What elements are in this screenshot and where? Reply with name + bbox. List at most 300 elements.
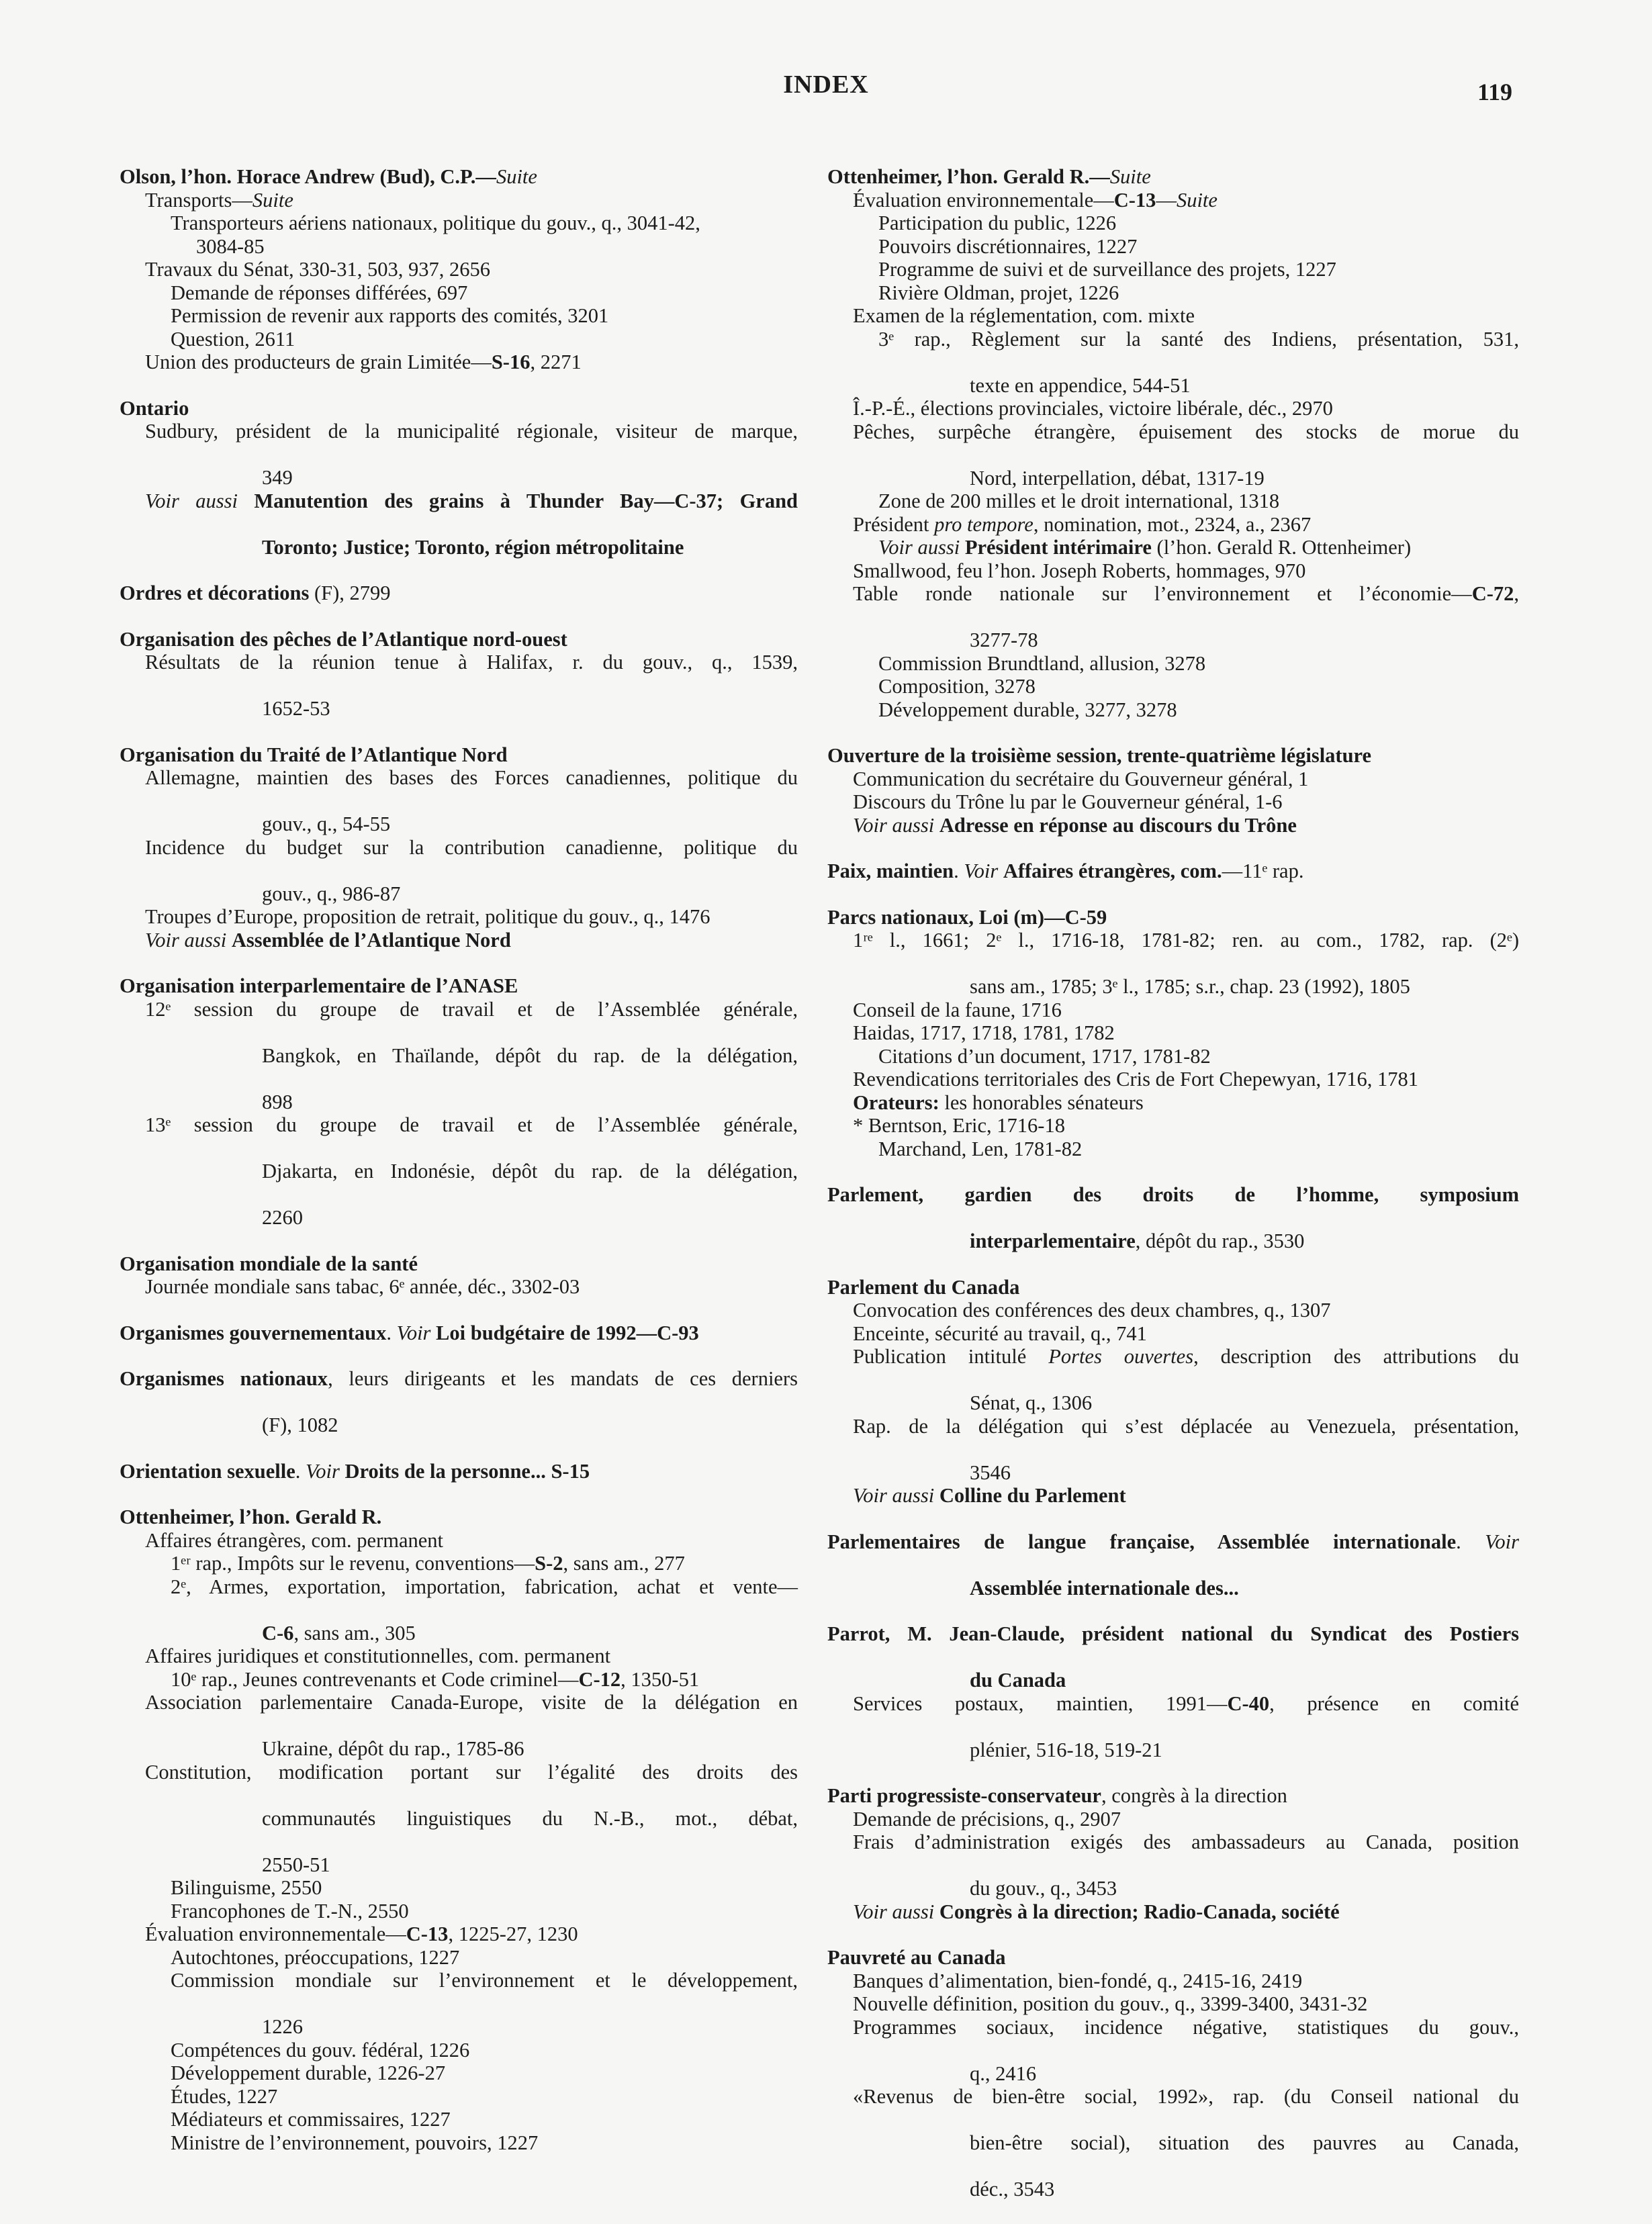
text-segment: du gouv., q., 3453: [970, 1877, 1117, 1900]
text-segment: Composition, 3278: [878, 675, 1036, 698]
entry-subline: [853, 1345, 1519, 1391]
text-segment: ,: [1514, 582, 1519, 605]
text-segment: Union des producteurs de grain Limitée—: [145, 351, 492, 373]
text-segment: , 2271: [530, 351, 582, 373]
text-segment: , présence en comité: [1269, 1692, 1519, 1715]
text-segment: Zone de 200 milles et le droit international, 1318: [878, 490, 1280, 512]
text-segment: Assemblée de l’Atlantique Nord: [231, 928, 511, 952]
text-segment: Colline du Parlement: [939, 1484, 1126, 1507]
entry-subline: [853, 1970, 1519, 1993]
entry-subline: [878, 536, 1519, 559]
text-segment: Parlement, gardien des droits de l’homme, symposium: [827, 1183, 1519, 1206]
text-segment: 1ʳᵉ l., 1661; 2ᵉ l., 1716-18, 1781-82; ren. au com., 1782, rap. (2ᵉ): [853, 929, 1519, 952]
text-segment: Voir: [1485, 1530, 1519, 1553]
entry-heading-line: [827, 1183, 1519, 1230]
entry-subline: [853, 790, 1519, 814]
text-segment: Nouvelle définition, position du gouv., q., 3399-3400, 3431-32: [853, 1992, 1368, 2015]
text-segment: Journée mondiale sans tabac, 6ᵉ année, déc., 3302-03: [145, 1275, 580, 1298]
text-segment: 2ᵉ, Armes, exportation, importation, fabrication, achat et vente—: [171, 1575, 798, 1598]
text-segment: les honorables sénateurs: [939, 1091, 1144, 1114]
text-segment: C-13: [1113, 188, 1156, 212]
entry-subline: [970, 1739, 1519, 1762]
index-entry: [120, 1252, 798, 1299]
text-segment: S-2: [535, 1552, 563, 1575]
text-segment: Conseil de la faune, 1716: [853, 998, 1062, 1021]
entry-subline: [970, 1461, 1519, 1485]
entry-subline: [878, 652, 1519, 676]
text-segment: Portes ouvertes: [1048, 1345, 1194, 1368]
text-segment: interparlementaire: [970, 1230, 1136, 1252]
text-segment: Pouvoirs discrétionnaires, 1227: [878, 234, 1138, 258]
text-segment: Table ronde nationale sur l’environnement et l’économie—: [853, 582, 1472, 605]
text-segment: Développement durable, 1226-27: [171, 2061, 446, 2084]
entry-subline: [171, 1668, 798, 1692]
entry-subline: [171, 328, 798, 351]
index-entry: [120, 1505, 798, 2154]
entry-subline: [853, 1299, 1519, 1322]
entry-subline: [145, 1761, 798, 1807]
text-segment: 2260: [262, 1206, 303, 1229]
text-segment: Transports—: [145, 188, 253, 212]
text-segment: Olson, l’hon. Horace Andrew (Bud), C.P.—: [120, 165, 496, 188]
entry-subline: [145, 651, 798, 697]
entry-subline: [145, 1691, 798, 1737]
text-segment: Question, 2611: [171, 327, 295, 351]
text-segment: Parcs nationaux, Loi (m)—C-59: [827, 905, 1107, 929]
entry-subline: [853, 999, 1519, 1022]
entry-subline: [145, 1922, 798, 1946]
index-entry: [120, 628, 798, 721]
text-segment: Droits de la personne... S-15: [345, 1459, 590, 1483]
entry-subline: [262, 1160, 798, 1206]
entry-subline: [853, 929, 1519, 975]
text-segment: .: [954, 860, 964, 882]
entry-subline: [145, 351, 798, 374]
entry-heading-line: [827, 165, 1519, 189]
entry-subline: [171, 1900, 798, 1923]
text-segment: Développement durable, 3277, 3278: [878, 698, 1177, 721]
entry-subline: [853, 513, 1519, 537]
entry-subline: [145, 998, 798, 1044]
text-segment: 898: [262, 1090, 293, 1113]
text-segment: Pauvreté au Canada: [827, 1946, 1006, 1969]
index-entry: [120, 743, 798, 952]
text-segment: C-72: [1471, 582, 1514, 605]
entry-subline: [145, 766, 798, 813]
text-segment: , description des attributions du: [1193, 1345, 1519, 1368]
entry-subline: [171, 212, 798, 235]
entry-heading-line: [827, 1276, 1519, 1299]
text-segment: Travaux du Sénat, 330-31, 503, 937, 2656: [145, 258, 490, 281]
text-segment: Études, 1227: [171, 2084, 278, 2108]
text-segment: 10ᵉ rap., Jeunes contrevenants et Code criminel—: [171, 1667, 579, 1691]
entry-subline: [145, 1275, 798, 1299]
text-segment: Résultats de la réunion tenue à Halifax, r. du gouv., q., 1539,: [145, 651, 798, 674]
text-segment: 2550-51: [262, 1853, 330, 1876]
text-segment: communautés linguistiques du N.-B., mot., débat,: [262, 1806, 798, 1830]
text-segment: Voir: [306, 1459, 345, 1483]
text-segment: Convocation des conférences des deux chambres, q., 1307: [853, 1299, 1331, 1322]
entry-subline: [853, 1992, 1519, 2016]
text-segment: —11ᵉ rap.: [1222, 860, 1304, 882]
entry-subline: [853, 1900, 1519, 1924]
right-column: [827, 165, 1519, 2224]
entry-heading-line: [120, 397, 798, 420]
entry-subline: [262, 1807, 798, 1853]
entry-heading-line: [827, 860, 1519, 883]
text-segment: Commission mondiale sur l’environnement et le développement,: [171, 1969, 798, 1992]
text-segment: Citations d’un document, 1717, 1781-82: [878, 1044, 1211, 1068]
text-segment: Suite: [1109, 165, 1151, 188]
entry-subline: [878, 675, 1519, 698]
text-segment: Organismes gouvernementaux: [120, 1321, 387, 1344]
entry-subline: [171, 2085, 798, 2109]
text-segment: Troupes d’Europe, proposition de retrait, politique du gouv., q., 1476: [145, 905, 710, 928]
entry-subline: [171, 2108, 798, 2131]
text-segment: Association parlementaire Canada-Europe, visite de la délégation en: [145, 1691, 798, 1714]
text-segment: Ukraine, dépôt du rap., 1785-86: [262, 1737, 524, 1760]
entry-heading-line: [120, 1460, 798, 1483]
entry-subline: [853, 2085, 1519, 2131]
text-segment: (l’hon. Gerald R. Ottenheimer): [1151, 536, 1412, 559]
entry-subline: [262, 1414, 798, 1437]
text-segment: 3546: [970, 1461, 1011, 1484]
entry-heading-line: [120, 582, 798, 605]
text-segment: 1226: [262, 2015, 303, 2038]
text-segment: Voir aussi: [145, 489, 255, 512]
text-segment: «Revenus de bien-être social, 1992», rap. (du Conseil national du: [853, 2085, 1519, 2108]
text-segment: , sans am., 277: [563, 1552, 685, 1575]
entry-subline: [878, 698, 1519, 722]
text-segment: Pêches, surpêche étrangère, épuisement des stocks de morue du: [853, 420, 1519, 443]
text-segment: , congrès à la direction: [1101, 1784, 1287, 1807]
text-segment: Évaluation environnementale—: [145, 1922, 406, 1945]
text-segment: Banques d’alimentation, bien-fondé, q., 2415-16, 2419: [853, 1969, 1303, 1992]
index-entry: [120, 165, 798, 374]
entry-subline: [171, 1969, 798, 2015]
entry-subline: [853, 189, 1519, 212]
entry-subline: [262, 1737, 798, 1761]
text-segment: Suite: [252, 188, 293, 212]
entry-subline: [970, 1669, 1519, 1692]
page-title: INDEX: [783, 71, 869, 99]
text-segment: 12ᵉ session du groupe de travail et de l’Assemblée générale,: [145, 997, 798, 1021]
entry-subline: [262, 1044, 798, 1091]
text-segment: Bangkok, en Thaïlande, dépôt du rap. de la délégation,: [262, 1044, 798, 1067]
text-segment: Parti progressiste-conservateur: [827, 1784, 1101, 1807]
index-entry: [827, 744, 1519, 837]
text-segment: , 1350-51: [621, 1667, 700, 1691]
entry-subline: [878, 281, 1519, 305]
text-segment: Bilinguisme, 2550: [171, 1876, 322, 1899]
entry-heading-line: [827, 1946, 1519, 1970]
text-segment: Évaluation environnementale—: [853, 188, 1114, 212]
entry-subline: [262, 697, 798, 721]
entry-heading-line: [120, 1505, 798, 1529]
entry-subline: [878, 1138, 1519, 1161]
index-entry: [827, 165, 1519, 721]
text-segment: Compétences du gouv. fédéral, 1226: [171, 2038, 470, 2061]
index-entry: [120, 974, 798, 1230]
entry-heading-line: [120, 165, 798, 189]
entry-subline: [853, 397, 1519, 420]
entry-subline: [853, 1091, 1519, 1115]
entry-subline: [878, 328, 1519, 374]
text-segment: , 1225-27, 1230: [448, 1922, 578, 1945]
entry-subline: [171, 2061, 798, 2085]
text-segment: Incidence du budget sur la contribution canadienne, politique du: [145, 835, 798, 859]
text-segment: sans am., 1785; 3ᵉ l., 1785; s.r., chap. 23 (1992), 1805: [970, 975, 1410, 998]
entry-subline: [970, 2178, 1519, 2201]
text-segment: Orateurs:: [853, 1091, 939, 1114]
index-entry: [120, 1367, 798, 1437]
entry-heading-line: [120, 1252, 798, 1276]
entry-subline: [970, 2131, 1519, 2178]
text-segment: 1ᵉʳ rap., Impôts sur le revenu, conventions—: [171, 1552, 535, 1575]
entry-subline: [853, 1322, 1519, 1346]
entry-heading-line: [120, 974, 798, 998]
text-segment: Parlement du Canada: [827, 1275, 1020, 1299]
entry-subline: [970, 975, 1519, 999]
text-segment: Marchand, Len, 1781-82: [878, 1137, 1083, 1160]
text-segment: Voir: [964, 860, 1003, 882]
entry-subline: [262, 536, 798, 559]
text-segment: pro tempore: [934, 512, 1034, 536]
entry-subline: [970, 1577, 1519, 1600]
entry-subline: [145, 258, 798, 281]
entry-subline: [853, 1114, 1519, 1138]
text-segment: , dépôt du rap., 3530: [1135, 1230, 1305, 1252]
text-segment: gouv., q., 54-55: [262, 813, 391, 835]
index-entry: [827, 860, 1519, 883]
entry-heading-line: [120, 1367, 798, 1414]
text-segment: .: [295, 1459, 306, 1483]
entry-subline: [878, 235, 1519, 259]
entry-subline: [853, 1808, 1519, 1831]
text-segment: , sans am., 305: [293, 1621, 416, 1644]
entry-subline: [262, 882, 798, 906]
text-segment: Ottenheimer, l’hon. Gerald R.: [120, 1505, 382, 1528]
index-entry: [827, 1183, 1519, 1253]
entry-subline: [145, 420, 798, 466]
text-segment: Demande de précisions, q., 2907: [853, 1807, 1121, 1831]
text-segment: * Berntson, Eric, 1716-18: [853, 1114, 1065, 1137]
text-segment: Voir aussi: [878, 536, 965, 559]
entry-subline: [970, 1230, 1519, 1253]
text-segment: Commission Brundtland, allusion, 3278: [878, 651, 1206, 675]
text-segment: S-16: [491, 351, 531, 373]
entry-heading-line: [120, 743, 798, 767]
text-segment: Allemagne, maintien des bases des Forces canadiennes, politique du: [145, 766, 798, 789]
text-segment: Manutention des grains à Thunder Bay—C-37; Grand: [254, 489, 798, 512]
index-entry: [120, 582, 798, 605]
entry-subline: [853, 814, 1519, 837]
index-entry: [827, 1784, 1519, 1923]
entry-subline: [171, 1552, 798, 1575]
text-segment: gouv., q., 986-87: [262, 882, 401, 905]
text-segment: Francophones de T.-N., 2550: [171, 1899, 409, 1922]
entry-subline: [171, 281, 798, 305]
text-segment: Nord, interpellation, débat, 1317-19: [970, 466, 1265, 490]
text-segment: Examen de la réglementation, com. mixte: [853, 304, 1195, 327]
entry-subline: [878, 212, 1519, 235]
text-segment: C-13: [406, 1922, 449, 1945]
text-segment: Parrot, M. Jean-Claude, président national du Syndicat des Postiers: [827, 1622, 1519, 1645]
text-segment: —: [1156, 188, 1177, 212]
text-segment: Smallwood, feu l’hon. Joseph Roberts, hommages, 970: [853, 559, 1306, 582]
entry-subline: [171, 1946, 798, 1970]
entry-subline: [970, 374, 1519, 398]
text-segment: Adresse en réponse au discours du Trône: [939, 813, 1297, 837]
entry-subline: [853, 1692, 1519, 1739]
entry-subline: [853, 1831, 1519, 1877]
entry-subline: [853, 1021, 1519, 1045]
text-segment: Participation du public, 1226: [878, 212, 1117, 234]
entry-subline: [171, 1575, 798, 1622]
text-segment: bien-être social), situation des pauvres au Canada,: [970, 2131, 1519, 2154]
text-segment: 1652-53: [262, 697, 330, 720]
text-segment: Demande de réponses différées, 697: [171, 281, 468, 304]
text-segment: Suite: [496, 165, 537, 188]
entry-subline: [878, 1045, 1519, 1068]
text-segment: Sénat, q., 1306: [970, 1391, 1093, 1414]
text-segment: Ouverture de la troisième session, trente-quatrième législature: [827, 744, 1372, 767]
entry-heading-line: [120, 628, 798, 651]
text-segment: Ottenheimer, l’hon. Gerald R.—: [827, 165, 1110, 188]
entry-subline: [262, 1206, 798, 1230]
index-entry: [827, 1946, 1519, 2201]
text-segment: Ontario: [120, 396, 189, 420]
entry-subline: [262, 466, 798, 490]
index-entry: [827, 1530, 1519, 1600]
entry-heading-line: [827, 1530, 1519, 1577]
entry-subline: [171, 2131, 798, 2155]
text-segment: Haidas, 1717, 1718, 1781, 1782: [853, 1021, 1115, 1044]
entry-subline: [196, 235, 798, 259]
text-segment: Djakarta, en Indonésie, dépôt du rap. de la délégation,: [262, 1160, 798, 1183]
text-segment: texte en appendice, 544-51: [970, 373, 1191, 397]
text-segment: Ordres et décorations: [120, 582, 310, 604]
text-segment: 3277-78: [970, 629, 1038, 651]
text-segment: Transporteurs aériens nationaux, politique du gouv., q., 3041-42,: [171, 212, 700, 234]
text-segment: Organisation des pêches de l’Atlantique nord-ouest: [120, 627, 567, 651]
text-segment: Constitution, modification portant sur l’égalité des droits des: [145, 1760, 798, 1783]
text-segment: C-6: [262, 1621, 294, 1644]
text-segment: Assemblée internationale des...: [970, 1576, 1239, 1600]
text-segment: Congrès à la direction; Radio-Canada, société: [939, 1900, 1340, 1923]
index-entry: [827, 1622, 1519, 1761]
entry-heading-line: [827, 1784, 1519, 1808]
text-segment: .: [1456, 1530, 1485, 1553]
text-segment: Rap. de la délégation qui s’est déplacée au Venezuela, présentation,: [853, 1414, 1519, 1438]
text-segment: Autochtones, préoccupations, 1227: [171, 1945, 460, 1969]
index-entry: [120, 397, 798, 559]
text-segment: , nomination, mot., 2324, a., 2367: [1033, 512, 1312, 536]
text-segment: Publication intitulé: [853, 1345, 1049, 1368]
entry-subline: [970, 1391, 1519, 1415]
text-segment: Programmes sociaux, incidence négative, statistiques du gouv.,: [853, 2015, 1519, 2039]
page-number: 119: [1477, 79, 1513, 105]
entry-subline: [171, 304, 798, 328]
text-segment: Voir aussi: [145, 928, 232, 952]
text-segment: Programme de suivi et de surveillance des projets, 1227: [878, 258, 1336, 281]
index-entry: [120, 1460, 798, 1483]
text-segment: Organisation du Traité de l’Atlantique Nord: [120, 743, 508, 766]
text-segment: q., 2416: [970, 2061, 1037, 2085]
entry-subline: [262, 813, 798, 836]
entry-subline: [262, 2015, 798, 2039]
text-segment: Affaires étrangères, com.: [1003, 860, 1222, 882]
entry-subline: [853, 768, 1519, 791]
text-segment: , leurs dirigeants et les mandats de ces derniers: [328, 1367, 798, 1390]
index-entry: [120, 1322, 798, 1345]
entry-subline: [145, 1529, 798, 1553]
entry-heading-line: [827, 1622, 1519, 1669]
entry-subline: [145, 905, 798, 929]
text-segment: Président intérimaire: [964, 536, 1152, 559]
entry-subline: [145, 490, 798, 536]
entry-subline: [145, 929, 798, 952]
entry-heading-line: [120, 1322, 798, 1345]
text-segment: Voir aussi: [853, 1900, 939, 1923]
text-segment: .: [386, 1321, 397, 1344]
text-segment: 13ᵉ session du groupe de travail et de l’Assemblée générale,: [145, 1113, 798, 1136]
text-segment: C-40: [1227, 1692, 1270, 1715]
entry-subline: [853, 304, 1519, 328]
entry-subline: [853, 559, 1519, 583]
text-segment: Paix, maintien: [827, 860, 954, 882]
text-segment: Ministre de l’environnement, pouvoirs, 1227: [171, 2131, 539, 2154]
entry-subline: [853, 1484, 1519, 1508]
text-segment: Orientation sexuelle: [120, 1459, 295, 1483]
text-segment: Services postaux, maintien, 1991—: [853, 1692, 1228, 1715]
entry-subline: [145, 1644, 798, 1668]
text-segment: 3ᵉ rap., Règlement sur la santé des Indiens, présentation, 531,: [878, 327, 1519, 351]
entry-subline: [171, 1876, 798, 1900]
text-segment: Suite: [1176, 188, 1218, 212]
text-segment: du Canada: [970, 1669, 1066, 1692]
entry-subline: [853, 1068, 1519, 1091]
text-segment: (F), 2799: [309, 582, 391, 604]
text-segment: (F), 1082: [262, 1414, 338, 1436]
entry-subline: [970, 629, 1519, 652]
text-segment: Président: [853, 512, 935, 536]
text-segment: Sudbury, président de la municipalité régionale, visiteur de marque,: [145, 420, 798, 443]
index-entry: [827, 1276, 1519, 1508]
entry-heading-line: [827, 744, 1519, 768]
text-segment: Toronto; Justice; Toronto, région métropolitaine: [262, 535, 684, 559]
text-segment: 3084-85: [196, 234, 265, 258]
text-segment: déc., 3543: [970, 2178, 1055, 2200]
text-segment: Médiateurs et commissaires, 1227: [171, 2108, 451, 2131]
entry-subline: [262, 1622, 798, 1645]
entry-subline: [853, 2016, 1519, 2062]
index-entry: [827, 906, 1519, 1161]
entry-subline: [145, 836, 798, 882]
text-segment: C-12: [578, 1667, 621, 1691]
left-column: [120, 165, 798, 2177]
text-segment: Loi budgétaire de 1992—C-93: [436, 1321, 699, 1344]
entry-subline: [145, 1113, 798, 1160]
text-segment: Î.-P.-É., élections provinciales, victoire libérale, déc., 2970: [853, 397, 1333, 420]
text-segment: Revendications territoriales des Cris de Fort Chepewyan, 1716, 1781: [853, 1068, 1418, 1091]
text-segment: Organisation mondiale de la santé: [120, 1252, 418, 1275]
entry-subline: [878, 490, 1519, 513]
text-segment: Voir: [396, 1321, 437, 1344]
text-segment: Communication du secrétaire du Gouverneur général, 1: [853, 767, 1309, 790]
text-segment: Affaires juridiques et constitutionnelles, com. permanent: [145, 1644, 611, 1667]
entry-subline: [145, 189, 798, 212]
